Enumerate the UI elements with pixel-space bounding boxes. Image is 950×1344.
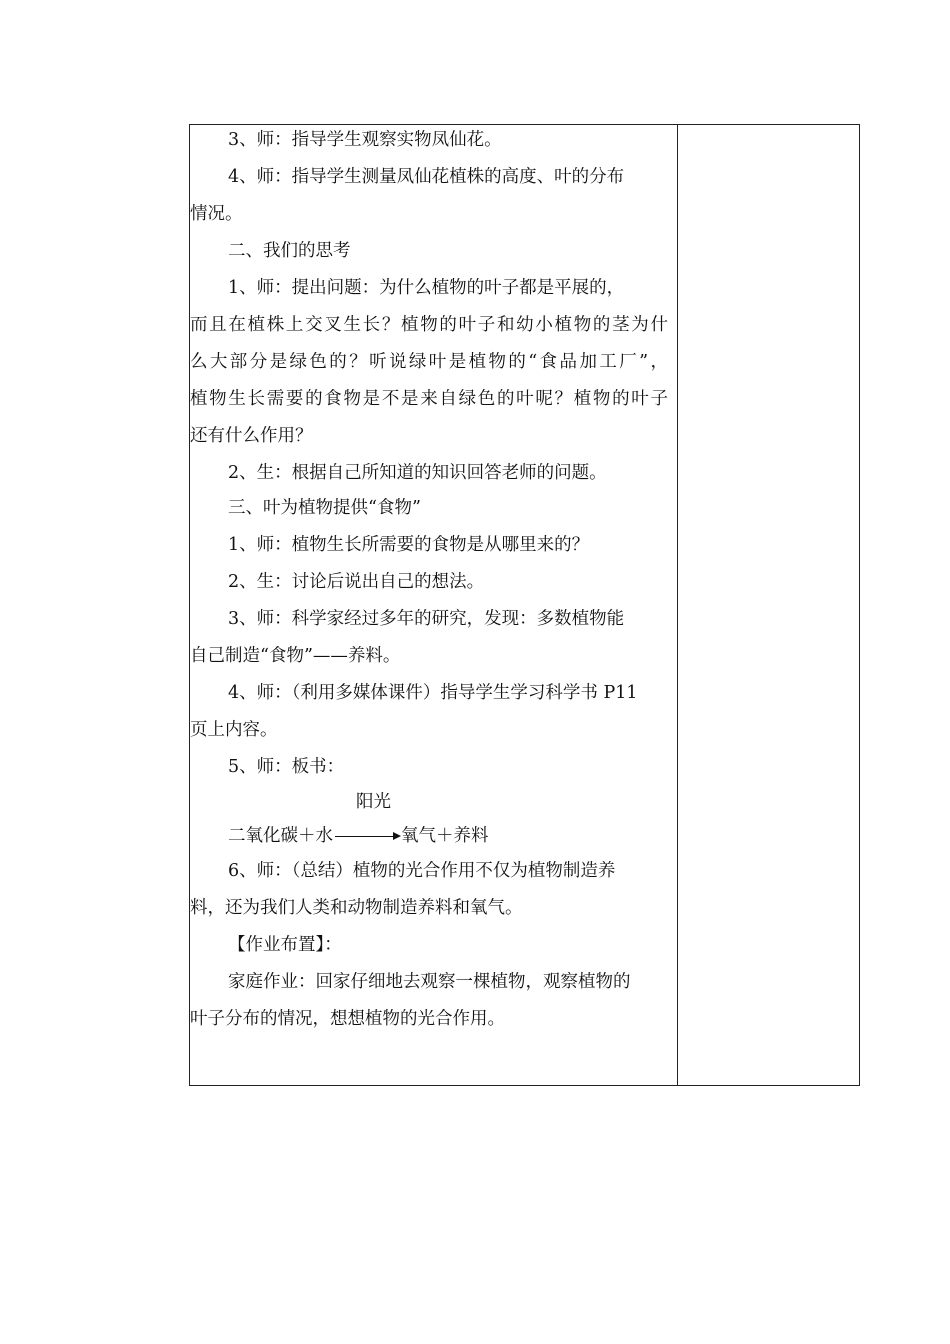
photosynthesis-formula bbox=[228, 825, 489, 847]
lesson-table bbox=[189, 124, 860, 1086]
text-line: 3、师：指导学生观察实物凤仙花。 bbox=[228, 130, 502, 150]
homework-heading: 【作业布置】： bbox=[228, 935, 342, 955]
text-line: 5、师：板书： bbox=[228, 757, 345, 777]
text-line: 6、师：（总结）植物的光合作用不仅为植物制造养 bbox=[228, 861, 616, 881]
text-line: 植物生长需要的食物是不是来自绿色的叶呢？植物的叶子 bbox=[190, 389, 668, 409]
formula-condition: 阳光 bbox=[356, 792, 391, 812]
section-heading: 三、叶为植物提供“食物” bbox=[228, 498, 421, 518]
text-line: 还有什么作用？ bbox=[190, 426, 313, 446]
column-divider bbox=[677, 125, 678, 1085]
text-line: 料，还为我们人类和动物制造养料和氧气。 bbox=[190, 898, 523, 918]
text-line: 页上内容。 bbox=[190, 720, 278, 740]
text-line: 家庭作业：回家仔细地去观察一棵植物，观察植物的 bbox=[228, 972, 631, 992]
text-line: 1、师：植物生长所需要的食物是从哪里来的？ bbox=[228, 535, 590, 555]
text-line: 自己制造“食物”——养料。 bbox=[190, 646, 401, 666]
text-line: 叶子分布的情况，想想植物的光合作用。 bbox=[190, 1009, 505, 1029]
section-heading: 二、我们的思考 bbox=[228, 241, 351, 261]
reaction-arrow-icon bbox=[333, 825, 401, 847]
text-line: 而且在植株上交叉生长？植物的叶子和幼小植物的茎为什 bbox=[190, 315, 668, 335]
text-line: 4、师：（利用多媒体课件）指导学生学习科学书 P11 bbox=[228, 683, 638, 703]
text-line: 2、生：根据自己所知道的知识回答老师的问题。 bbox=[228, 463, 607, 483]
text-line: 么大部分是绿色的？听说绿叶是植物的“食品加工厂”， bbox=[190, 352, 668, 372]
text-line: 1、师：提出问题：为什么植物的叶子都是平展的， bbox=[228, 278, 625, 298]
formula-reactants: 二氧化碳＋水 bbox=[228, 826, 333, 846]
text-line: 情况。 bbox=[190, 204, 243, 224]
text-line: 4、师：指导学生测量凤仙花植株的高度、叶的分布 bbox=[228, 167, 625, 187]
text-line: 3、师：科学家经过多年的研究，发现：多数植物能 bbox=[228, 609, 625, 629]
text-line: 2、生：讨论后说出自己的想法。 bbox=[228, 572, 485, 592]
formula-products: 氧气＋养料 bbox=[401, 826, 489, 846]
